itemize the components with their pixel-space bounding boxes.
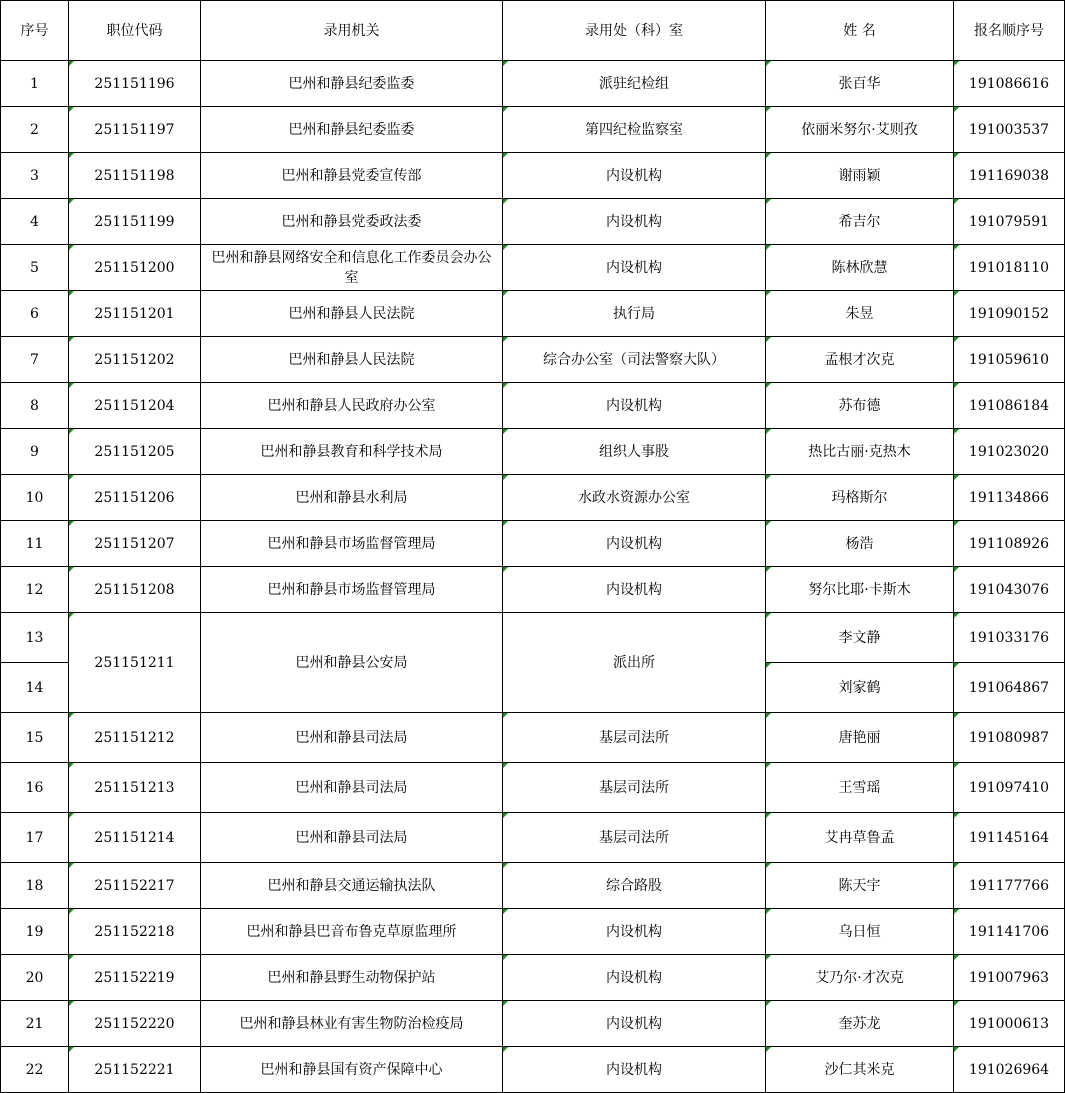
cell-code: 251151202 [69,337,201,383]
cell-name: 李文静 [766,613,954,663]
cell-org: 巴州和静县纪委监委 [201,107,503,153]
header-code: 职位代码 [69,1,201,61]
cell-name: 杨浩 [766,521,954,567]
cell-dept: 基层司法所 [503,813,766,863]
table-row [1,909,1065,955]
cell-reg: 191086184 [954,383,1065,429]
cell-no: 20 [1,955,69,1001]
table-row [1,613,1065,663]
cell-no: 8 [1,383,69,429]
cell-dept: 水政水资源办公室 [503,475,766,521]
cell-reg: 191023020 [954,429,1065,475]
cell-org: 巴州和静县林业有害生物防治检疫局 [201,1001,503,1047]
cell-code: 251151213 [69,763,201,813]
cell-no: 12 [1,567,69,613]
cell-dept: 内设机构 [503,567,766,613]
cell-name: 希吉尔 [766,199,954,245]
cell-code: 251151205 [69,429,201,475]
cell-org: 巴州和静县野生动物保护站 [201,955,503,1001]
cell-org: 巴州和静县司法局 [201,713,503,763]
cell-no: 9 [1,429,69,475]
cell-name: 孟根才次克 [766,337,954,383]
cell-name: 唐艳丽 [766,713,954,763]
cell-no: 15 [1,713,69,763]
cell-code: 251152218 [69,909,201,955]
cell-name: 艾乃尔·才次克 [766,955,954,1001]
cell-reg: 191026964 [954,1047,1065,1093]
header-org: 录用机关 [201,1,503,61]
cell-dept: 基层司法所 [503,763,766,813]
cell-org: 巴州和静县公安局 [201,613,503,713]
cell-dept: 执行局 [503,291,766,337]
cell-code: 251151204 [69,383,201,429]
cell-reg: 191169038 [954,153,1065,199]
cell-org: 巴州和静县人民政府办公室 [201,383,503,429]
table-row [1,291,1065,337]
cell-reg: 191086616 [954,61,1065,107]
cell-reg: 191145164 [954,813,1065,863]
cell-code: 251151201 [69,291,201,337]
cell-no: 10 [1,475,69,521]
table-row [1,1047,1065,1093]
cell-name: 艾冉草鲁孟 [766,813,954,863]
cell-org: 巴州和静县纪委监委 [201,61,503,107]
cell-no: 14 [1,663,69,713]
header-reg: 报名顺序号 [954,1,1065,61]
cell-org: 巴州和静县党委政法委 [201,199,503,245]
cell-name: 乌日恒 [766,909,954,955]
cell-name: 刘家鹤 [766,663,954,713]
cell-org: 巴州和静县巴音布鲁克草原监理所 [201,909,503,955]
table-row [1,763,1065,813]
table-row [1,153,1065,199]
cell-org: 巴州和静县教育和科学技术局 [201,429,503,475]
cell-dept: 综合办公室（司法警察大队） [503,337,766,383]
header-no: 序号 [1,1,69,61]
cell-dept: 内设机构 [503,383,766,429]
table-row [1,863,1065,909]
cell-reg: 191097410 [954,763,1065,813]
cell-name: 沙仁其米克 [766,1047,954,1093]
cell-dept: 综合路股 [503,863,766,909]
cell-code: 251151208 [69,567,201,613]
cell-dept: 组织人事股 [503,429,766,475]
cell-no: 6 [1,291,69,337]
cell-org: 巴州和静县人民法院 [201,337,503,383]
cell-code: 251152220 [69,1001,201,1047]
cell-no: 3 [1,153,69,199]
cell-no: 19 [1,909,69,955]
cell-no: 16 [1,763,69,813]
table-row [1,521,1065,567]
cell-code: 251152219 [69,955,201,1001]
cell-reg: 191079591 [954,199,1065,245]
cell-org: 巴州和静县国有资产保障中心 [201,1047,503,1093]
header-dept: 录用处（科）室 [503,1,766,61]
cell-name: 朱昱 [766,291,954,337]
cell-org: 巴州和静县人民法院 [201,291,503,337]
cell-code: 251152217 [69,863,201,909]
cell-reg: 191134866 [954,475,1065,521]
cell-dept: 内设机构 [503,909,766,955]
cell-dept: 第四纪检监察室 [503,107,766,153]
cell-no: 13 [1,613,69,663]
table-row [1,199,1065,245]
cell-no: 21 [1,1001,69,1047]
cell-org: 巴州和静县司法局 [201,813,503,863]
cell-dept: 内设机构 [503,199,766,245]
cell-reg: 191018110 [954,245,1065,291]
cell-dept: 内设机构 [503,955,766,1001]
table-row [1,813,1065,863]
cell-code: 251151196 [69,61,201,107]
cell-no: 22 [1,1047,69,1093]
cell-org: 巴州和静县水利局 [201,475,503,521]
table-row [1,429,1065,475]
cell-reg: 191059610 [954,337,1065,383]
cell-name: 努尔比耶·卡斯木 [766,567,954,613]
cell-org: 巴州和静县交通运输执法队 [201,863,503,909]
table-row [1,383,1065,429]
cell-dept: 内设机构 [503,521,766,567]
cell-name: 王雪瑶 [766,763,954,813]
cell-dept: 内设机构 [503,1047,766,1093]
cell-org: 巴州和静县网络安全和信息化工作委员会办公室 [201,245,503,291]
cell-reg: 191000613 [954,1001,1065,1047]
cell-reg: 191080987 [954,713,1065,763]
cell-code: 251151212 [69,713,201,763]
cell-no: 17 [1,813,69,863]
cell-no: 11 [1,521,69,567]
cell-name: 陈林欣慧 [766,245,954,291]
table-row [1,1001,1065,1047]
cell-org: 巴州和静县党委宣传部 [201,153,503,199]
table-row [1,713,1065,763]
cell-name: 陈天宇 [766,863,954,909]
cell-no: 1 [1,61,69,107]
header-name: 姓 名 [766,1,954,61]
cell-no: 7 [1,337,69,383]
cell-reg: 191141706 [954,909,1065,955]
cell-code: 251151207 [69,521,201,567]
cell-code: 251152221 [69,1047,201,1093]
cell-name: 苏布德 [766,383,954,429]
cell-no: 18 [1,863,69,909]
cell-dept: 内设机构 [503,1001,766,1047]
cell-dept: 基层司法所 [503,713,766,763]
table-row [1,955,1065,1001]
cell-code: 251151206 [69,475,201,521]
cell-dept: 派驻纪检组 [503,61,766,107]
cell-name: 热比古丽·克热木 [766,429,954,475]
cell-name: 谢雨颖 [766,153,954,199]
cell-reg: 191007963 [954,955,1065,1001]
table-row [1,107,1065,153]
cell-code: 251151199 [69,199,201,245]
cell-org: 巴州和静县市场监督管理局 [201,567,503,613]
cell-reg: 191033176 [954,613,1065,663]
header-row [1,1,1065,61]
cell-no: 5 [1,245,69,291]
cell-no: 4 [1,199,69,245]
cell-code: 251151214 [69,813,201,863]
cell-org: 巴州和静县司法局 [201,763,503,813]
table-body-bottom [1,713,1065,1093]
table-row [1,337,1065,383]
cell-name: 依丽米努尔·艾则孜 [766,107,954,153]
cell-code: 251151197 [69,107,201,153]
cell-name: 玛格斯尔 [766,475,954,521]
table-row [1,475,1065,521]
cell-code: 251151200 [69,245,201,291]
cell-reg: 191043076 [954,567,1065,613]
cell-name: 张百华 [766,61,954,107]
cell-name: 奎苏龙 [766,1001,954,1047]
table-body-merged [1,613,1065,713]
cell-reg: 191090152 [954,291,1065,337]
cell-no: 2 [1,107,69,153]
table-row [1,245,1065,291]
cell-dept: 内设机构 [503,153,766,199]
cell-reg: 191064867 [954,663,1065,713]
cell-reg: 191003537 [954,107,1065,153]
cell-dept: 内设机构 [503,245,766,291]
cell-dept: 派出所 [503,613,766,713]
table-row [1,61,1065,107]
table-row [1,567,1065,613]
table-body-top [1,61,1065,613]
cell-code: 251151211 [69,613,201,713]
cell-reg: 191177766 [954,863,1065,909]
cell-reg: 191108926 [954,521,1065,567]
cell-code: 251151198 [69,153,201,199]
cell-org: 巴州和静县市场监督管理局 [201,521,503,567]
